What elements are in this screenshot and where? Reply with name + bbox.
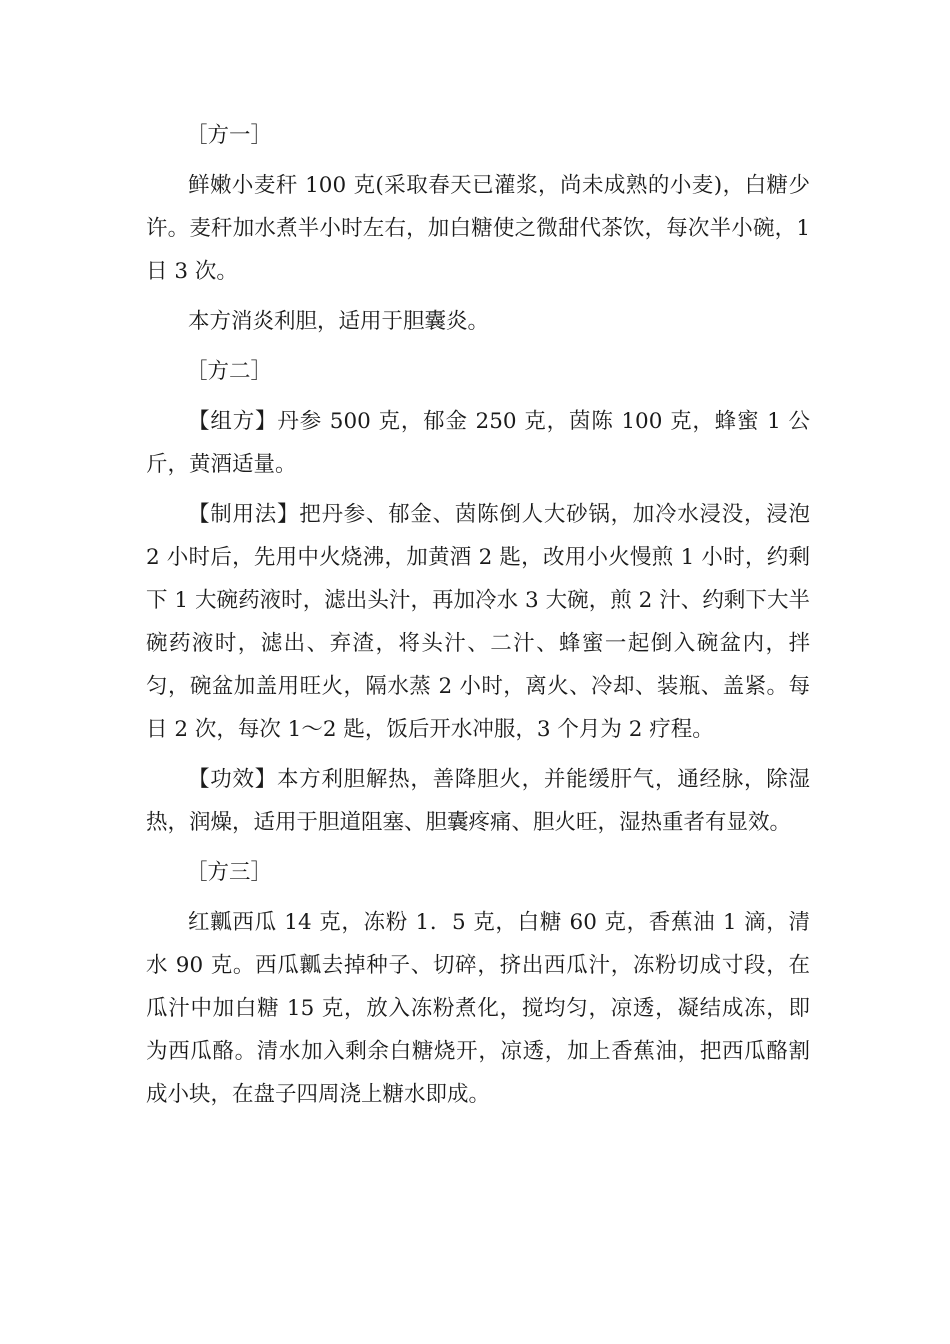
section-heading-2: ［方二］ — [186, 359, 273, 384]
section-1-paragraph-2: 本方消炎利胆，适用于胆囊炎。 — [188, 309, 490, 334]
section-1-paragraph-1: 鲜嫩小麦秆 100 克(采取春天已灌浆，尚未成熟的小麦)，白糖少许。麦秆加水煮半小时左右，加白糖使之微甜代茶饮，每次半小碗，1 日 3 次。 — [146, 173, 810, 284]
document-body — [146, 114, 810, 1123]
section-heading-3: ［方三］ — [186, 860, 273, 885]
section-2-paragraph-3: 【功效】本方利胆解热，善降胆火，并能缓肝气，通经脉，除湿热，润燥，适用于胆道阻塞、胆囊疼痛、胆火旺，湿热重者有显效。 — [146, 767, 810, 835]
section-3-paragraph-1: 红瓤西瓜 14 克，冻粉 1．5 克，白糖 60 克，香蕉油 1 滴，清水 90 克。西瓜瓤去掉种子、切碎，挤出西瓜汁，冻粉切成寸段，在瓜汁中加白糖 15 克，放入冻粉煮化，搅均匀，凉透，凝结成冻，即为西瓜酪。清水加入剩余白糖烧开，凉透，加上香蕉油，把西瓜酪割成小块，在盘子四周浇上糖水即成。 — [146, 910, 810, 1107]
section-heading-1: ［方一］ — [186, 123, 273, 148]
section-2-paragraph-1: 【组方】丹参 500 克，郁金 250 克，茵陈 100 克，蜂蜜 1 公斤，黄酒适量。 — [146, 409, 810, 477]
section-2-paragraph-2: 【制用法】把丹参、郁金、茵陈倒人大砂锅，加冷水浸没，浸泡 2 小时后，先用中火烧沸，加黄酒 2 匙，改用小火慢煎 1 小时，约剩下 1 大碗药液时，滤出头汁，再加冷水 3 大碗，煎 2 汁、约剩下大半碗药液时，滤出、弃渣，将头汁、二汁、蜂蜜一起倒入碗盆内，拌匀，碗盆加盖用旺火，隔水蒸 2 小时，离火、冷却、装瓶、盖紧。每日 2 次，每次 1～2 匙，饭后开水冲服，3 个月为 2 疗程。 — [146, 502, 810, 742]
